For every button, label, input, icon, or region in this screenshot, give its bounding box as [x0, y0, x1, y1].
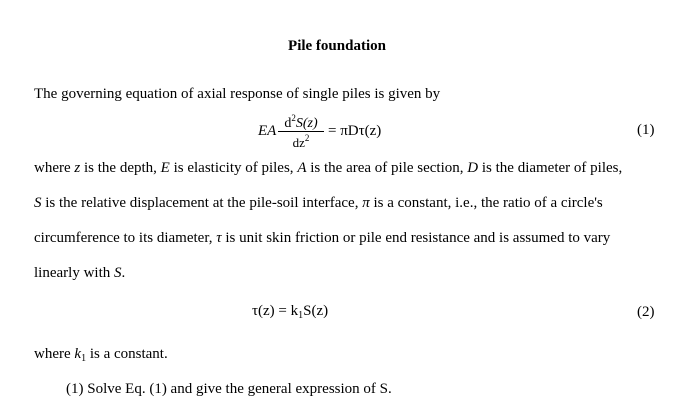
equation-2: $\tau(z) = k_1S(z)$	[252, 303, 329, 321]
equation-1-number: (1)	[637, 122, 655, 138]
definition-line-3: circumference to its diameter, τ is unit skin friction or pile end resistance and is assumed to vary	[34, 230, 611, 246]
fraction-bar	[278, 131, 324, 132]
definition-line-2: S is the relative displacement at the pile-soil interface, π is a constant, i.e., the ratio of a circle's	[34, 195, 603, 211]
intro-sentence: The governing equation of axial response of single piles is given by	[34, 86, 441, 102]
equation-2-number: (2)	[637, 304, 655, 320]
eq1-rhs: = πDτ(z)	[328, 123, 382, 139]
definition-line-1: where z is the depth, E is elasticity of piles, A is the area of pile section, D is the diameter of piles,	[34, 160, 623, 176]
page-title: Pile foundation	[288, 38, 386, 54]
k1-definition: where $k_1$ is a constant.	[34, 346, 168, 364]
eq1-denominator: $dz^2$	[292, 133, 310, 150]
eq1-fraction	[278, 114, 324, 150]
eq1-coefficient: EA	[258, 123, 277, 139]
question-1: (1) Solve Eq. (1) and give the general expression of S.	[66, 381, 392, 397]
eq1-numerator: $d^2S(z)$	[284, 113, 318, 131]
definition-line-4: linearly with S.	[34, 265, 126, 281]
